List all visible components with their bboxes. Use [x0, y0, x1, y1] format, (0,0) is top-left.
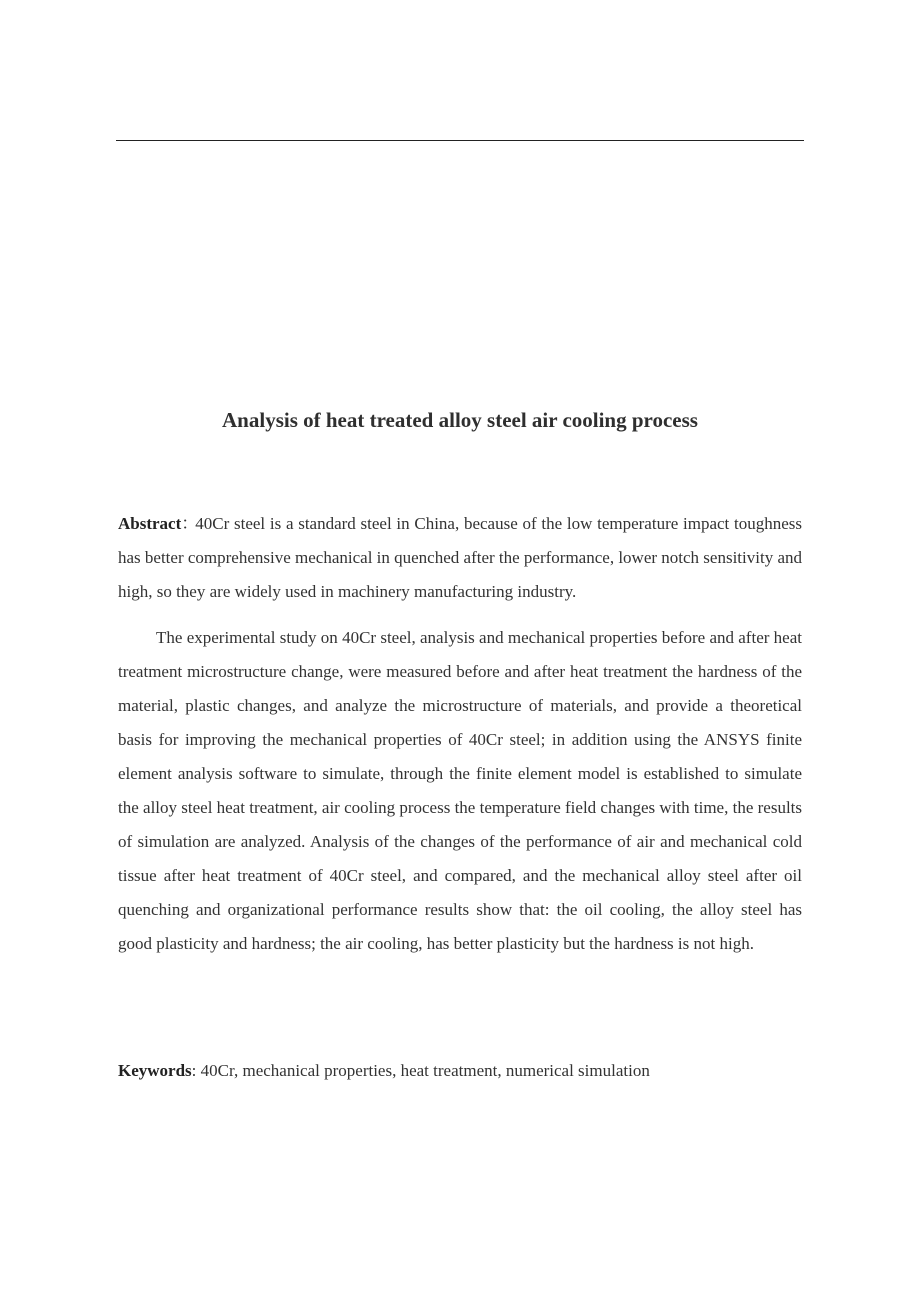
- abstract-separator: ：: [181, 514, 199, 533]
- keywords-text: : 40Cr, mechanical properties, heat treatment, numerical simulation: [191, 1061, 650, 1080]
- keywords-line: [118, 1054, 802, 1088]
- abstract-paragraph: [118, 507, 802, 609]
- document-title: Analysis of heat treated alloy steel air cooling process: [222, 408, 698, 432]
- header-rule: [116, 140, 804, 141]
- abstract-text: 40Cr steel is a standard steel in China, because of the low temperature impact toughness has better comprehensive mechanical in quenched after the performance, lower notch sensitivity and high, so they are widely used in machinery manufacturing industry.: [118, 514, 802, 601]
- abstract-label: Abstract: [118, 514, 182, 533]
- keywords-label: Keywords: [118, 1061, 192, 1080]
- abstract-body-paragraph: The experimental study on 40Cr steel, analysis and mechanical properties before and after heat treatment microstructure change, were measured before and after heat treatment the hardness of the material, plastic changes, and analyze the microstructure of materials, and provide a theoretical basis for improving the mechanical properties of 40Cr steel; in addition using the ANSYS finite element analysis software to simulate, through the finite element model is established to simulate the alloy steel heat treatment, air cooling process the temperature field changes with time, the results of simulation are analyzed. Analysis of the changes of the performance of air and mechanical cold tissue after heat treatment of 40Cr steel, and compared, and the mechanical alloy steel after oil quenching and organizational performance results show that: the oil cooling, the alloy steel has good plasticity and hardness; the air cooling, has better plasticity but the hardness is not high.: [118, 628, 803, 953]
